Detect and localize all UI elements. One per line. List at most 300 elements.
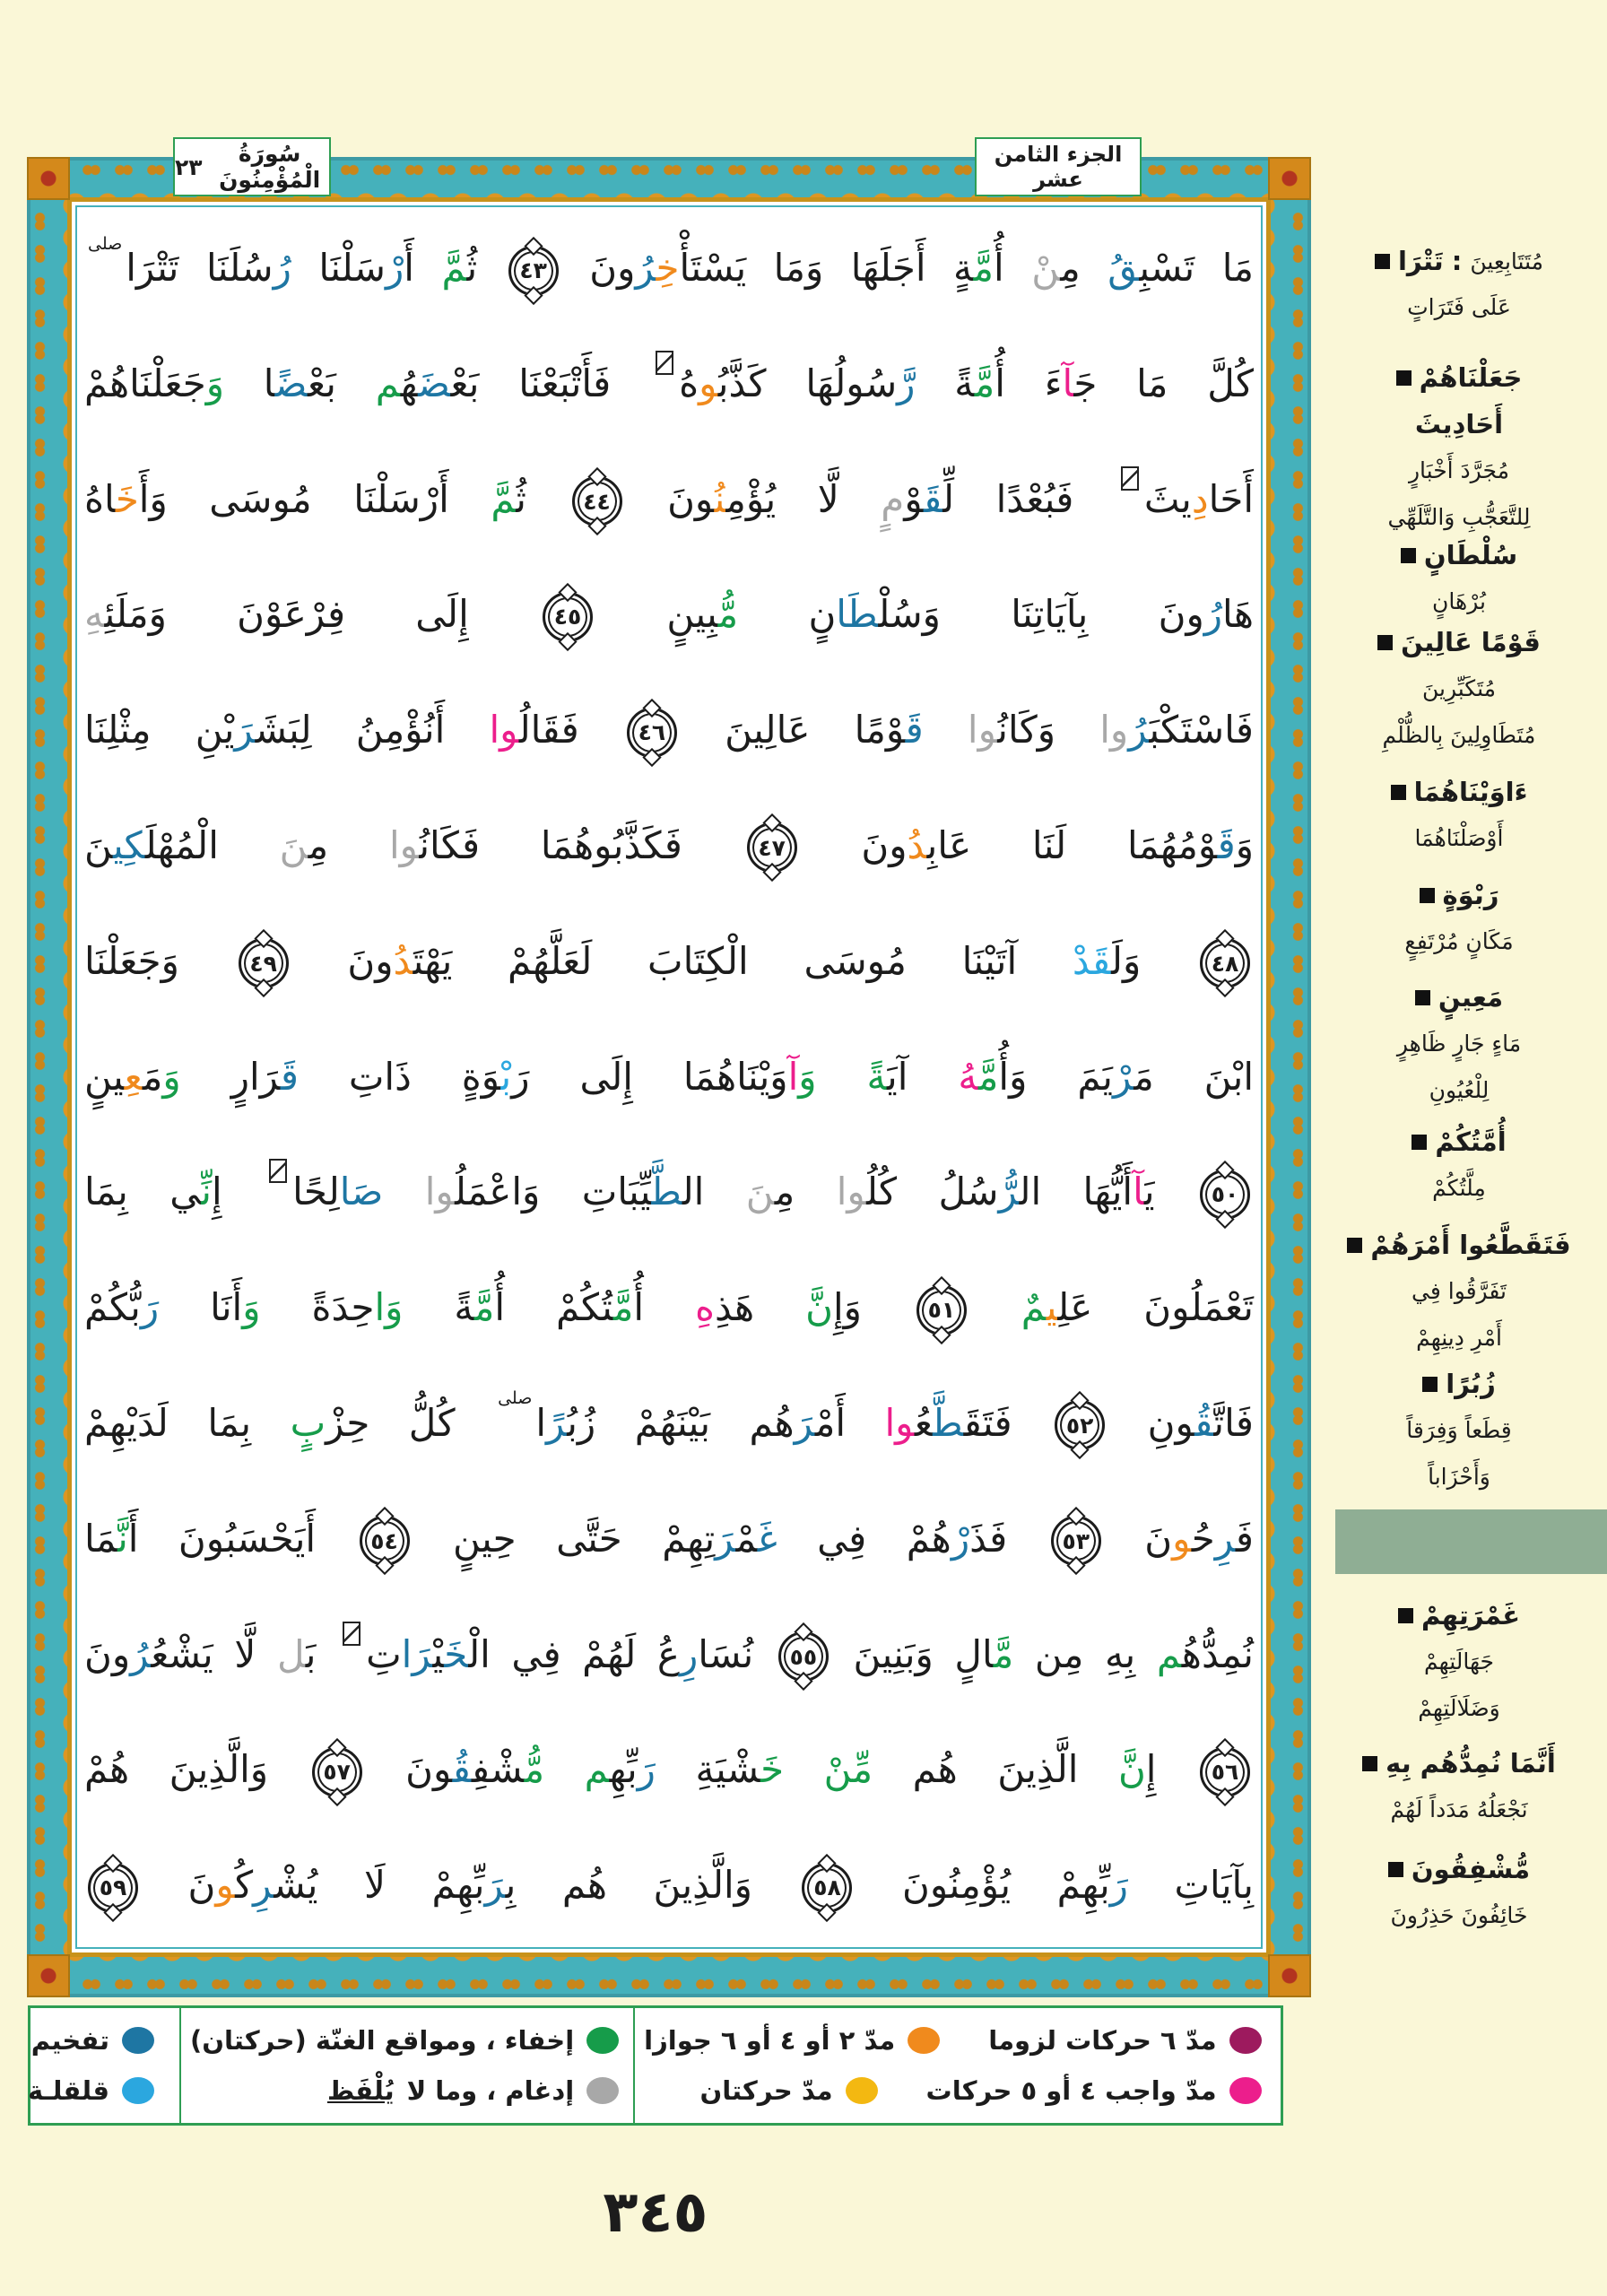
tajweed-segment: مَّ: [441, 246, 467, 290]
ayah-marker: ٤٧: [747, 822, 797, 873]
tajweed-segment: وا: [1099, 708, 1129, 752]
tajweed-segment: نُ: [714, 476, 726, 521]
tajweed-segment: آ: [787, 1054, 799, 1099]
tajweed-segment: رِ: [679, 1631, 699, 1676]
margin-note: [1311, 974, 1607, 1114]
tajweed-segment: ءَ أُ: [995, 361, 1063, 405]
margin-note: [1311, 1592, 1607, 1732]
margin-note-term-row: [1311, 238, 1607, 284]
tajweed-segment: مَا: [84, 1516, 118, 1561]
tajweed-segment: ونَ: [625, 476, 715, 521]
tajweed-segment: قَ: [280, 1054, 299, 1099]
note-term: سُلْطَانٍ: [1423, 540, 1518, 570]
tajweed-segment: م: [584, 1747, 610, 1792]
quran-line-15: [84, 1828, 1254, 1944]
note-meaning-line: نَجْعَلُهُ مَدَداً لَهُمْ: [1390, 1796, 1528, 1822]
tajweed-segment: وَ: [1235, 822, 1254, 867]
tajweed-segment: رُ: [635, 246, 656, 290]
ayah-marker: ٤٥: [543, 592, 593, 642]
tajweed-segment: مَّ: [473, 1285, 495, 1330]
margin-note: [1311, 238, 1607, 331]
ayah-marker: ٥٦: [1200, 1747, 1250, 1797]
tajweed-segment: سَلْنَا: [291, 246, 386, 290]
frame-corner-icon: [1268, 157, 1311, 200]
tajweed-segment: رَ: [715, 1516, 736, 1561]
note-bullet-icon: [1396, 370, 1412, 386]
tajweed-segment: وَا: [374, 1285, 404, 1330]
tajweed-segment: ينٍ: [84, 1054, 125, 1099]
tajweed-segment: وْ: [904, 476, 925, 521]
tajweed-segment: هَا: [1222, 592, 1254, 637]
tajweed-segment: م: [1156, 1631, 1182, 1676]
tajweed-segment: ونَ: [800, 822, 908, 867]
tajweed-segment: مْ: [735, 1516, 758, 1561]
note-bullet-icon: [1377, 635, 1393, 650]
margin-glossary: [1311, 0, 1607, 2296]
tajweed-segment: اهُ: [84, 476, 116, 521]
tajweed-segment: ضً: [274, 361, 308, 405]
legend-dot-icon: [908, 2027, 940, 2054]
tajweed-segment: فَبُعْدًا لِّ: [942, 476, 1116, 521]
tajweed-segment: صَا: [339, 1170, 384, 1214]
legend-label: مدّ ٢ أو ٤ أو ٦ جوازا: [644, 2025, 896, 2056]
tajweed-segment: عُ: [914, 1400, 934, 1445]
tajweed-segment: وْمًا عَالِينَ: [680, 708, 906, 752]
tajweed-segment: الَّذِينَ هُم: [912, 1747, 1118, 1792]
tajweed-segment: وَ: [798, 1054, 817, 1099]
tajweed-segment: قَ: [1217, 822, 1236, 867]
tajweed-segment: فَقَالُ: [518, 708, 623, 752]
tajweed-segment: ةً: [403, 1285, 474, 1330]
juz-label: الجزء الثامن عشر: [994, 142, 1123, 192]
margin-note: [1311, 769, 1607, 862]
note-meaning-line: أَوْصَلْنَاهُمَا: [1414, 825, 1504, 851]
note-term: ءَاوَيْنَاهُمَا: [1413, 777, 1528, 807]
tajweed-segment: نَ: [279, 822, 308, 867]
tajweed-segment: رَ: [484, 1863, 506, 1908]
tajweed-segment: خِ: [656, 246, 680, 290]
tajweed-segment: كُلَّ مَا جَ: [1073, 361, 1254, 405]
ayah-marker: ٥٣: [1051, 1516, 1101, 1566]
pause-box-icon: [343, 1622, 360, 1646]
ayah-marker: ٥٥: [778, 1631, 829, 1682]
tajweed-segment: دُ: [393, 938, 413, 983]
tajweed-segment: لَّا يُؤْمِ: [725, 476, 882, 521]
note-meaning-line: لِلْعُيُونِ: [1429, 1077, 1490, 1103]
tajweed-segment: رِ: [1214, 1516, 1236, 1561]
tajweed-segment: خَ: [760, 1747, 785, 1792]
page-number: ٣٤٥: [603, 2179, 708, 2246]
tajweed-segment: نَ: [84, 822, 113, 867]
note-bullet-icon: [1362, 1756, 1377, 1771]
tajweed-segment: [924, 708, 968, 752]
tajweed-segment: أُ: [633, 1285, 695, 1330]
tajweed-segment: ونَ بِآيَاتِنَا وَسُلْ: [878, 592, 1204, 637]
margin-note: [1311, 1740, 1607, 1833]
tajweed-segment: [383, 1170, 424, 1213]
tajweed-segment: قُ: [1108, 246, 1140, 290]
tajweed-segment: أَيُّهَا ال: [1019, 1170, 1134, 1214]
tajweed-segment: إِلَى فِرْعَوْنَ وَمَلَئِ: [104, 592, 540, 637]
pause-box-icon: [269, 1159, 287, 1183]
tajweed-segment: وَالَّذِينَ هُمْ: [84, 1747, 308, 1792]
tajweed-segment: نْ: [823, 1747, 853, 1792]
note-term: أَنَّمَا نُمِدُّهُم بِهِ: [1385, 1748, 1556, 1779]
margin-note: [1311, 1222, 1607, 1361]
tajweed-segment: خَ: [115, 476, 139, 521]
margin-note: [1311, 1361, 1607, 1500]
quran-line-10: [84, 1250, 1254, 1366]
tajweed-segment: بِمَا لَدَيْهِمْ: [84, 1400, 291, 1445]
tajweed-segment: بَ: [305, 1631, 338, 1676]
tajweed-segment: بِّهِمْ يُؤْمِنُونَ: [856, 1863, 1110, 1908]
tajweed-segment: ضَ: [418, 361, 451, 405]
margin-note-term-row: [1311, 401, 1607, 448]
tajweed-segment: ةً: [866, 1054, 888, 1099]
tajweed-segment: رِ: [253, 1863, 274, 1908]
quran-line-6: [84, 788, 1254, 904]
tajweed-segment: ونَ: [291, 938, 394, 983]
tajweed-segment: عُ لَهُمْ فِي الْ: [468, 1631, 680, 1676]
tajweed-segment: الٍ وَبَنِينَ: [831, 1631, 994, 1676]
legend-dot-icon: [586, 2027, 619, 2054]
quran-line-14: [84, 1712, 1254, 1828]
tajweed-legend: [28, 2005, 1283, 2126]
tajweed-segment: أَحَا: [1208, 476, 1254, 521]
tajweed-segment: رً: [546, 1400, 568, 1445]
tajweed-segment: ال: [682, 1170, 746, 1214]
tajweed-segment: نَ: [745, 1170, 775, 1214]
tajweed-segment: وَإِ: [832, 1285, 913, 1330]
tajweed-segment: تُكُمْ أُ: [494, 1285, 613, 1330]
tajweed-segment: ثُ: [466, 246, 505, 290]
legend-column-madd: [633, 2008, 1281, 2123]
tajweed-segment: آتَيْنَا مُوسَى الْكِتَابَ لَعَلَّهُمْ يَهْتَ: [413, 938, 1073, 983]
tajweed-segment: م: [375, 361, 401, 405]
note-meaning-line: جَهَالَتِهِمْ: [1424, 1648, 1494, 1674]
legend-label: إدغام ، وما لا: [406, 2075, 575, 2106]
tajweed-segment: هُ: [958, 1054, 978, 1099]
tajweed-segment: طَّ: [651, 1170, 682, 1214]
tajweed-segment: سُولُهَا كَذَّبُ: [717, 361, 898, 405]
ayah-marker: ٥٢: [1055, 1400, 1105, 1450]
tajweed-segment: يْنِ مِثْلِنَا: [84, 708, 235, 752]
tajweed-segment: مِ: [774, 1170, 837, 1214]
note-meaning-line: أَمْرِ دِينِهِمْ: [1416, 1325, 1502, 1351]
legend-row: [27, 2075, 170, 2106]
tajweed-segment: ونَ: [365, 1747, 453, 1792]
ayah-marker: ٤٩: [239, 938, 289, 988]
tajweed-segment: نْ: [1031, 246, 1061, 290]
legend-row: [190, 2025, 624, 2056]
tajweed-segment: أَيَحْسَبُونَ أَ: [127, 1516, 356, 1561]
ayah-marker: ٥١: [916, 1285, 967, 1335]
legend-dot-icon: [122, 2077, 154, 2104]
tajweed-segment: رَ: [234, 708, 256, 752]
tajweed-segment: بَعْ: [308, 361, 376, 405]
legend-dot-icon: [586, 2077, 619, 2104]
tajweed-segment: إِ: [211, 1170, 265, 1214]
note-term: مَعِينٍ: [1438, 982, 1504, 1013]
tajweed-segment: هُم: [749, 1400, 795, 1445]
quran-line-4: [84, 557, 1254, 673]
margin-note-term-row: [1311, 872, 1607, 918]
tajweed-segment: نَّ: [805, 1285, 833, 1330]
margin-note-term-row: [1311, 1846, 1607, 1892]
pause-mark: صلى: [498, 1388, 533, 1409]
tajweed-segment: وا: [967, 708, 998, 752]
tajweed-segment: رَا: [401, 1631, 433, 1676]
ayah-marker: ٥٩: [88, 1863, 138, 1913]
margin-note-term-row: [1311, 619, 1607, 665]
note-term: جَعَلْنَاهُمْ: [1419, 362, 1523, 393]
tajweed-segment: مَّ: [977, 1054, 999, 1099]
tajweed-segment: عِ: [124, 1054, 143, 1099]
tajweed-segment: يَ: [1143, 1170, 1197, 1214]
tajweed-segment: فَأَتْبَعْنَا بَعْ: [450, 361, 651, 405]
tajweed-segment: قَ: [924, 476, 943, 521]
frame-corner-icon: [27, 1954, 70, 1997]
ayah-marker: ٥٧: [312, 1747, 362, 1797]
tajweed-segment: ا: [224, 361, 275, 405]
tajweed-segment: قَدْ: [1072, 938, 1112, 983]
tajweed-segment: أَ: [404, 246, 442, 290]
note-bullet-icon: [1388, 1862, 1403, 1877]
tajweed-segment: هُ: [400, 361, 419, 405]
note-term: رَبْوَةٍ: [1442, 880, 1499, 910]
tajweed-segment: طَّ: [933, 1400, 964, 1445]
note-meaning-line: وَضَلَالَتِهِمْ: [1418, 1695, 1500, 1721]
tajweed-segment: و: [699, 361, 718, 405]
note-bullet-icon: [1347, 1238, 1362, 1253]
tajweed-segment: هُ: [679, 361, 699, 405]
quran-line-9: [84, 1135, 1254, 1250]
note-meaning-line: مُتَكَبِّرِينَ: [1421, 675, 1497, 701]
tajweed-segment: الْمُهْلَ: [144, 822, 280, 867]
note-bullet-icon: [1391, 785, 1406, 800]
tajweed-segment: يثَ: [1143, 476, 1192, 521]
tajweed-segment: مَّ: [973, 246, 995, 290]
tajweed-segment: قُ: [452, 1747, 472, 1792]
tajweed-segment: ي: [1046, 1285, 1058, 1330]
tajweed-segment: وا: [424, 1170, 456, 1214]
tajweed-segment: إِ: [1145, 1747, 1196, 1792]
quran-frame: [27, 157, 1311, 1997]
tajweed-segment: وا: [388, 822, 420, 867]
tajweed-segment: ا: [535, 1400, 547, 1445]
tajweed-segment: فَ: [1235, 1516, 1254, 1561]
quran-line-3: [84, 442, 1254, 558]
tajweed-segment: ابْنَ مَ: [1134, 1054, 1254, 1099]
tajweed-segment: بُّكُمْ: [84, 1285, 141, 1330]
tajweed-segment: يَمَ وَأُ: [998, 1054, 1113, 1099]
tajweed-segment: ل: [276, 1631, 306, 1676]
tajweed-segment: مَّ: [974, 361, 995, 405]
legend-label: قلقلـة: [27, 2075, 109, 2106]
tajweed-segment: رْ: [951, 1516, 970, 1561]
tajweed-segment: نٍ: [808, 592, 837, 637]
tajweed-segment: دِ: [1191, 476, 1209, 521]
note-term: فَتَقَطَّعُوا أَمْرَهُمْ: [1370, 1230, 1571, 1260]
tajweed-segment: حُ: [1191, 1516, 1215, 1561]
tajweed-segment: رَّ: [897, 361, 916, 405]
tajweed-segment: كُلُّ حِزْ: [326, 1400, 495, 1445]
legend-label: تفخيم: [30, 2025, 109, 2056]
legend-label: مدّ ٦ حركات لزوما: [988, 2025, 1217, 2056]
ayah-marker: ٤٨: [1200, 938, 1250, 988]
tajweed-segment: حِدَةً: [260, 1285, 375, 1330]
margin-note-term-row: [1311, 1361, 1607, 1407]
tajweed-segment: [784, 1747, 824, 1791]
tajweed-segment: نَّ: [117, 1516, 128, 1561]
tajweed-segment: ونِ: [1108, 1400, 1195, 1445]
tajweed-segment: غَ: [757, 1516, 777, 1561]
tajweed-segment: وا: [489, 708, 519, 752]
note-meaning-line: مِلَّتُكُمْ: [1432, 1175, 1486, 1201]
margin-note-term-row: [1311, 354, 1607, 401]
tajweed-segment: وْمُهُمَا لَنَا عَابِ: [926, 822, 1218, 867]
legend-row: [644, 2025, 1272, 2056]
frame-ornament-right: [1268, 157, 1311, 1997]
tajweed-segment: وا: [884, 1400, 915, 1445]
margin-note: [1311, 619, 1607, 759]
frame-corner-icon: [27, 157, 70, 200]
note-meaning-line: مَكَانٍ مُرْتَفِعٍ: [1404, 928, 1514, 954]
note-bullet-icon: [1401, 548, 1416, 563]
tajweed-segment: و: [215, 1863, 236, 1908]
note-bullet-icon: [1375, 254, 1390, 269]
tajweed-segment: وَجَعَلْنَا: [84, 938, 235, 983]
tajweed-segment: [970, 1285, 1021, 1329]
tajweed-segment: [817, 1055, 867, 1099]
tajweed-segment: أَمْ: [814, 1400, 885, 1445]
tajweed-segment: فَكَذَّبُوهُمَا فَكَانُ: [419, 822, 743, 867]
tajweed-segment: تِهِمْ حَتَّى حِينٍ: [413, 1516, 716, 1561]
pause-box-icon: [1121, 466, 1139, 491]
tajweed-segment: آ: [1133, 1170, 1144, 1214]
ayah-marker: ٥٤: [360, 1516, 410, 1566]
tajweed-segment: وَيْنَاهُمَا إِلَى رَ: [511, 1054, 788, 1099]
ayah-marker: ٥٠: [1200, 1170, 1250, 1220]
tajweed-segment: جَعَلْنَاهُمْ: [84, 361, 206, 405]
tajweed-segment: بَيْنَهُمْ زُبُ: [567, 1400, 750, 1445]
tajweed-segment: يِّبَاتِ وَاعْمَلُ: [455, 1170, 652, 1214]
tajweed-segment: بِّهِ: [609, 1747, 638, 1792]
note-meaning-line: قِطَعاً وَفِرَقاً: [1406, 1417, 1512, 1443]
margin-note: [1311, 1118, 1607, 1212]
tajweed-segment: مُّ: [524, 1747, 585, 1792]
tajweed-segment: هِ: [694, 1285, 715, 1330]
margin-note-term-row: [1311, 1740, 1607, 1787]
legend-dot-icon: [1229, 2077, 1262, 2104]
tajweed-segment: طَا: [836, 592, 879, 637]
tajweed-segment: أُ: [994, 246, 1032, 290]
note-meaning-line: بُرْهَانٍ: [1432, 588, 1486, 614]
tajweed-segment: وَ: [242, 1285, 261, 1330]
note-meaning-line: عَلَى فَتَرَاتٍ: [1407, 294, 1511, 320]
note-meaning-line: لِلتَّعَجُّبِ وَالتَّلَهِّي: [1387, 504, 1531, 530]
quran-line-13: [84, 1597, 1254, 1713]
tajweed-segment: أَنُؤْمِنُ لِبَشَ: [255, 708, 490, 752]
tajweed-segment: بِينٍ: [596, 592, 718, 637]
tajweed-segment: فَذَ: [969, 1516, 1047, 1561]
note-inline-meaning: مُتَتَابِعِينَ: [1470, 248, 1544, 274]
legend-dot-icon: [846, 2077, 878, 2104]
surah-title: سُورَةُ الْمُؤْمِنُونَ: [219, 141, 321, 193]
ayah-marker: ٤٦: [627, 708, 677, 758]
tajweed-segment: لَّا يَشْعُ: [151, 1631, 277, 1676]
tajweed-segment: قَ: [905, 708, 924, 752]
tajweed-segment: تِ: [366, 1631, 402, 1676]
tajweed-segment: فَاتَّ: [1213, 1400, 1254, 1445]
pause-box-icon: [656, 351, 673, 375]
legend-label: مدّ حركتان: [699, 2075, 833, 2106]
margin-note-term-row: [1311, 1592, 1607, 1639]
tajweed-segment: رُ: [130, 1631, 152, 1676]
frame-ornament-bottom: [27, 1954, 1311, 1997]
note-term: تَتْرَا: [1397, 246, 1444, 276]
tajweed-segment: وا: [836, 1170, 867, 1214]
tajweed-segment: رُ: [1203, 592, 1223, 637]
note-meaning-line: مَاءٍ جَارٍ ظَاهِرٍ: [1396, 1031, 1522, 1057]
tajweed-segment: يْ: [432, 1631, 445, 1676]
surah-title-box: [173, 137, 331, 196]
tajweed-segment: هِ: [84, 592, 105, 637]
tajweed-segment: نَ: [142, 1863, 216, 1908]
note-bullet-icon: [1420, 888, 1435, 903]
tajweed-segment: ثُ: [516, 476, 569, 521]
tajweed-segment: بِآيَاتِ: [1127, 1863, 1254, 1908]
tajweed-segment: مٍ: [881, 476, 905, 521]
legend-row: [30, 2025, 170, 2056]
tajweed-segment: أَنَا: [159, 1285, 243, 1330]
tajweed-segment: رْ: [1113, 1054, 1134, 1099]
legend-dot-icon: [1229, 2027, 1262, 2054]
tajweed-segment: نَّ: [1117, 1747, 1146, 1792]
legend-column-articulation: [27, 2008, 179, 2123]
tajweed-segment: آيَ: [887, 1054, 959, 1099]
tajweed-segment: فَتَقَ: [963, 1400, 1052, 1445]
tajweed-segment: رُّ: [998, 1170, 1020, 1214]
tajweed-segment: بْ: [500, 1054, 512, 1099]
ayah-marker: ٥٨: [802, 1863, 852, 1913]
tajweed-segment: مَا تَسْبِ: [1139, 246, 1254, 290]
tajweed-segment: بٍ: [290, 1400, 326, 1445]
juz-title-box: [975, 137, 1142, 196]
margin-note: [1311, 532, 1607, 625]
tajweed-segment: نَ: [1104, 1516, 1173, 1561]
tajweed-segment: نِّ: [201, 1170, 212, 1214]
pause-mark: صلى: [88, 233, 123, 254]
tajweed-segment: رْ: [385, 246, 404, 290]
tajweed-segment: ونَ: [84, 1631, 131, 1676]
tajweed-segment: مٌ: [1021, 1285, 1047, 1330]
margin-note: [1311, 1846, 1607, 1939]
quran-line-12: [84, 1482, 1254, 1597]
surah-number: ٢٣: [175, 153, 203, 180]
note-term: قَوْمًا عَالِينَ: [1401, 627, 1541, 657]
tajweed-segment: سُلَنَا تَتْرَا: [126, 246, 274, 290]
tajweed-segment: شْيَةِ: [655, 1747, 761, 1792]
margin-note-term-row: [1311, 974, 1607, 1021]
note-term: زُبُرًا: [1446, 1369, 1496, 1399]
tajweed-segment: و: [1172, 1516, 1192, 1561]
tajweed-segment: أَرْسَلْنَا مُوسَى وَأَ: [138, 476, 491, 521]
note-meaning-line: وَأَحْزَاباً: [1428, 1464, 1490, 1490]
tajweed-segment: وَلَ: [1111, 938, 1196, 983]
quran-line-1: [84, 211, 1254, 326]
tajweed-segment: ةً: [915, 361, 975, 405]
